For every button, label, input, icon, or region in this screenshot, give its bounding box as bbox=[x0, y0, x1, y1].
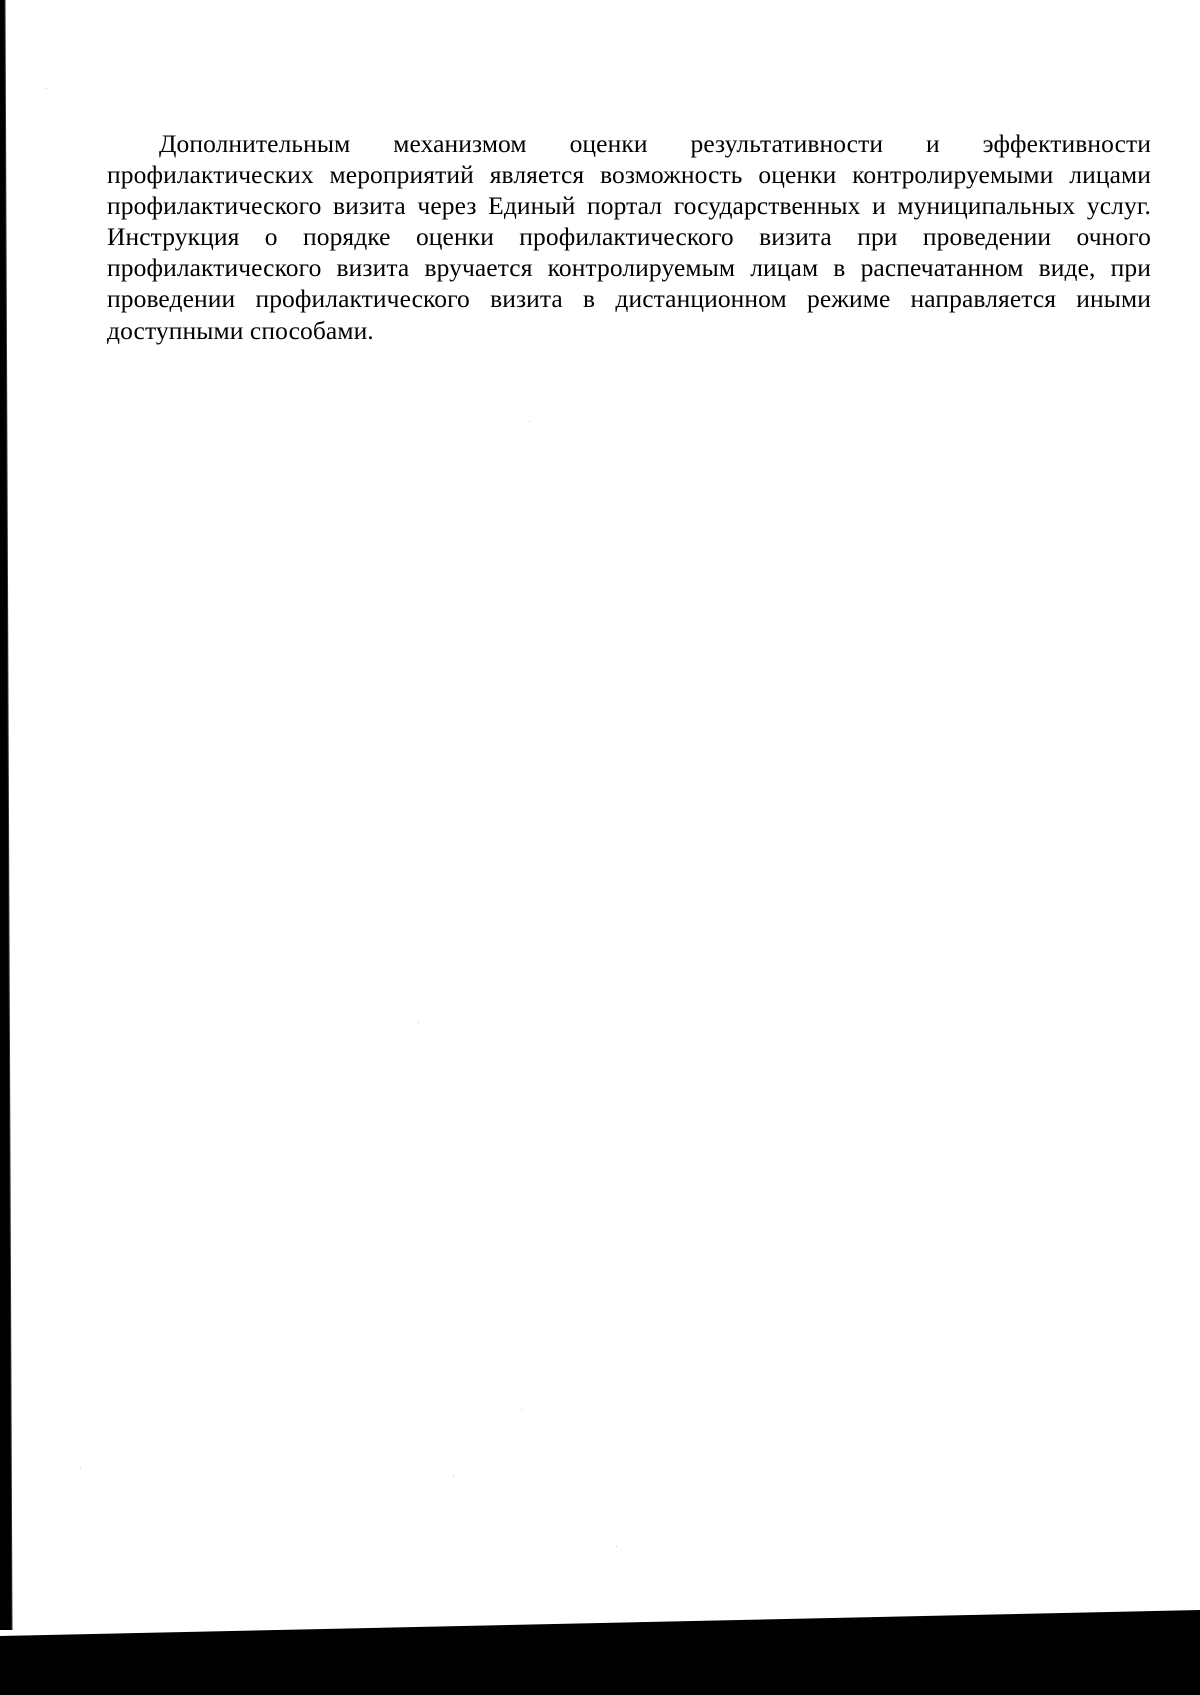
scan-speck bbox=[46, 88, 47, 89]
main-paragraph: Дополнительным механизмом оценки результативности и эффективности профилактических мероприятий является возможность оценки контролируемыми лицами профилактического визита через Единый портал государственных и муниципальных услуг. Инструкция о порядке оценки профилактического визита при проведении очного профилактического визита вручается контролируемым лицам в распечатанном виде, при проведении профилактического визита в дистанционном режиме направляется иными доступными способами. bbox=[107, 129, 1151, 345]
scan-speck bbox=[80, 1468, 81, 1469]
scan-speck bbox=[453, 1476, 454, 1477]
scan-speck bbox=[616, 1546, 617, 1547]
scan-speck bbox=[529, 421, 530, 422]
scan-speck bbox=[521, 1409, 522, 1410]
bottom-scan-edge bbox=[0, 1610, 1200, 1695]
scan-speck bbox=[418, 1022, 419, 1023]
